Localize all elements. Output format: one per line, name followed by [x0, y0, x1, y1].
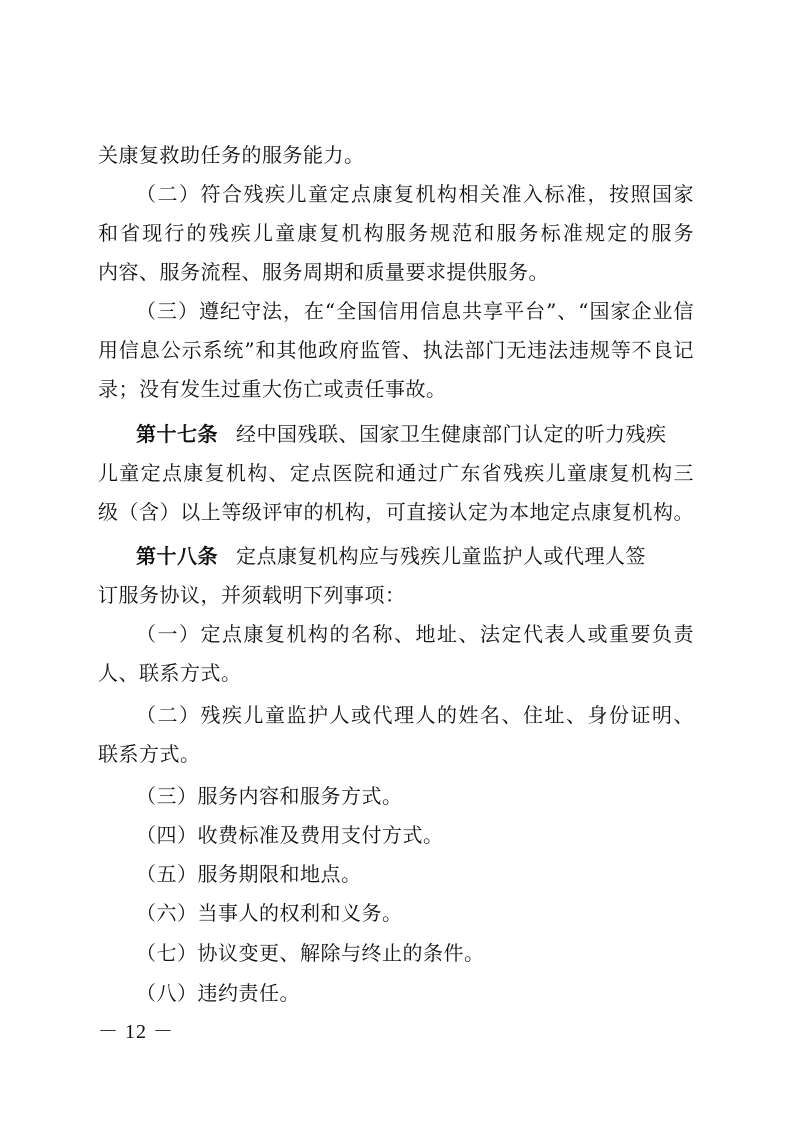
paragraph-line: 儿童定点康复机构、定点医院和通过广东省残疾儿童康复机构三: [98, 461, 694, 485]
paragraph-line: 用信息公示系统”和其他政府监管、执法部门无违法违规等不良记: [98, 338, 694, 362]
paragraph-line: 级（含）以上等级评审的机构，可直接认定为本地定点康复机构。: [98, 500, 694, 524]
list-item-continuation: 联系方式。: [98, 742, 201, 766]
paragraph-line: 内容、服务流程、服务周期和质量要求提供服务。: [98, 260, 549, 284]
list-item: （三）服务内容和服务方式。: [136, 784, 403, 808]
paragraph-line: 录；没有发生过重大伤亡或责任事故。: [98, 377, 447, 401]
list-item: （七）协议变更、解除与终止的条件。: [136, 941, 485, 965]
list-item: （八）违约责任。: [136, 981, 300, 1005]
page-number: － 12 －: [98, 1021, 174, 1043]
paragraph-line: （二）符合残疾儿童定点康复机构相关准入标准，按照国家: [136, 182, 694, 206]
article-17-text: 经中国残联、国家卫生健康部门认定的听力残疾: [236, 422, 667, 446]
paragraph-line: 和省现行的残疾儿童康复机构服务规范和服务标准规定的服务: [98, 221, 694, 245]
paragraph-line: 订服务协议，并须载明下列事项：: [98, 583, 406, 607]
article-18-text: 定点康复机构应与残疾儿童监护人或代理人签: [236, 544, 646, 568]
article-18-line: [136, 543, 646, 569]
list-item: （一）定点康复机构的名称、地址、法定代表人或重要负责: [136, 622, 694, 646]
article-17-line: [136, 421, 667, 447]
list-item-continuation: 人、联系方式。: [98, 661, 242, 685]
article-17-heading: 第十七条: [136, 422, 218, 446]
list-item: （五）服务期限和地点。: [136, 862, 362, 886]
list-item: （六）当事人的权利和义务。: [136, 901, 403, 925]
list-item: （二）残疾儿童监护人或代理人的姓名、住址、身份证明、: [136, 703, 694, 727]
paragraph-line: 关康复救助任务的服务能力。: [98, 143, 365, 167]
article-18-heading: 第十八条: [136, 544, 218, 568]
paragraph-line: （三）遵纪守法，在“全国信用信息共享平台”、“国家企业信: [136, 299, 694, 323]
list-item: （四）收费标准及费用支付方式。: [136, 823, 444, 847]
